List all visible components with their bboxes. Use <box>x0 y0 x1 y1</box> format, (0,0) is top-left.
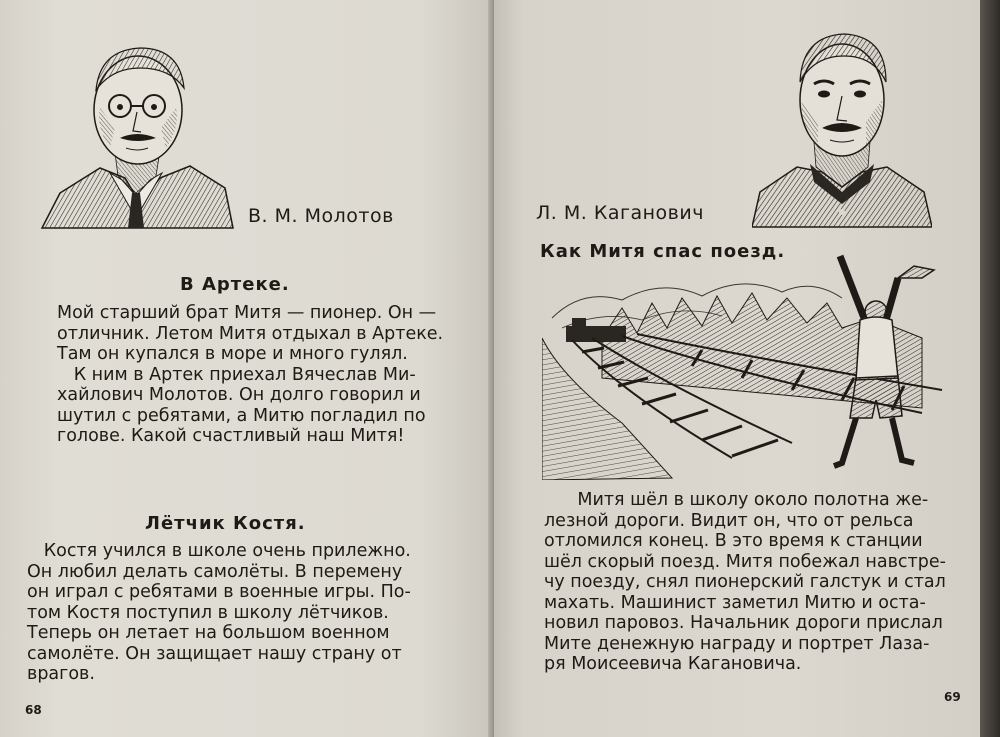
story2-line: Он любил делать самолёты. В перемену <box>27 561 403 582</box>
story2-line: самолёте. Он защищает нашу страну от <box>27 643 402 664</box>
left-portrait-caption: В. М. Молотов <box>248 205 394 227</box>
story1-line: шутил с ребятами, а Митю погладил по <box>57 405 426 426</box>
right-page-number: 69 <box>944 690 961 704</box>
story2-line: Теперь он летает на большом военном <box>27 623 390 643</box>
story1-line: Там он купался в море и много гулял. <box>57 344 408 364</box>
story-line: Мите денежную награду и портрет Лаза- <box>544 633 930 654</box>
portrait-kaganovich-icon <box>752 22 932 232</box>
story-line: шёл скорый поезд. Митя побежал навстре- <box>544 551 946 572</box>
story2-line: он играл с ребятами в военные игры. По- <box>27 582 411 602</box>
story-line: отломился конец. В это время к станции <box>544 531 923 551</box>
story2-line: врагов. <box>27 664 95 684</box>
story-line: чу поезду, снял пионерский галстук и стал <box>544 572 946 592</box>
story1-line: голове. Какой счастливый наш Митя! <box>57 426 405 446</box>
boy-waving-train-illustration-icon <box>542 248 947 480</box>
story1-title: В Артеке. <box>180 274 290 295</box>
portrait-molotov-icon <box>40 28 235 233</box>
right-portrait-caption: Л. М. Каганович <box>536 202 704 224</box>
story-body <box>544 490 946 675</box>
story1-line: отличник. Летом Митя отдыхал в Артеке. <box>57 323 444 344</box>
story1-line: Мой старший брат Митя — пионер. Он — <box>57 303 437 323</box>
story-line: махать. Машинист заметил Митю и оста- <box>544 592 926 613</box>
story1-line: К ним в Артек приехал Вячеслав Ми- <box>57 364 416 385</box>
story2-line: том Костя поступил в школу лётчиков. <box>27 602 389 623</box>
story1-line: хайлович Молотов. Он долго говорил и <box>57 385 421 405</box>
story-line: лезной дороги. Видит он, что от рельса <box>544 510 914 531</box>
left-page <box>0 0 494 737</box>
story-line: Митя шёл в школу около полотна же- <box>544 490 929 510</box>
left-page-number: 68 <box>25 703 42 717</box>
story2-title: Лётчик Костя. <box>145 513 306 534</box>
story1-body <box>57 303 443 447</box>
story2-line: Костя учился в школе очень прилежно. <box>27 541 411 561</box>
story-line: ря Моисеевича Кагановича. <box>544 654 802 674</box>
right-page <box>494 0 980 737</box>
story2-body <box>27 541 411 685</box>
story-line: новил паровоз. Начальник дороги прислал <box>544 613 943 633</box>
book-edge <box>980 0 1000 737</box>
story-title: Как Митя спас поезд. <box>540 241 786 262</box>
